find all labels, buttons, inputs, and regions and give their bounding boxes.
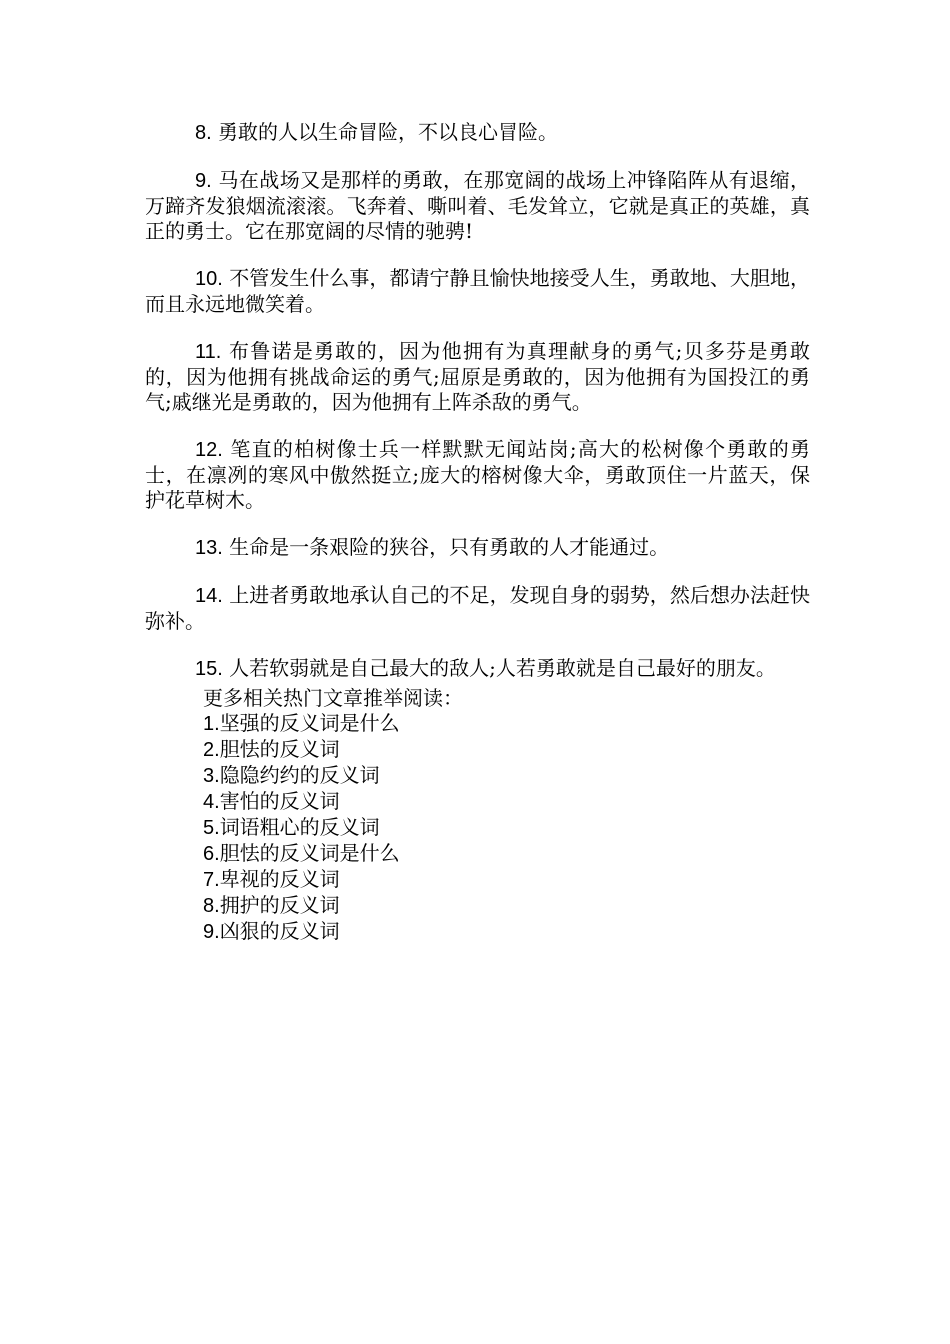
paragraph-number: 10. <box>195 268 223 290</box>
paragraph-15 <box>145 656 810 682</box>
paragraph-number: 15. <box>195 658 223 680</box>
paragraph-text: 人若软弱就是自己最大的敌人;人若勇敢就是自己最好的朋友。 <box>222 656 776 680</box>
list-number: 4. <box>203 791 220 813</box>
related-article-link[interactable] <box>203 763 810 789</box>
related-articles-heading: 更多相关热门文章推举阅读： <box>203 686 463 710</box>
list-number: 5. <box>203 817 220 839</box>
paragraph-text: 生命是一条艰险的狭谷，只有勇敢的人才能通过。 <box>222 535 670 559</box>
link-text: 卑视的反义词 <box>219 867 340 891</box>
related-article-link[interactable] <box>203 815 810 841</box>
related-articles <box>145 686 810 945</box>
related-article-link[interactable] <box>203 867 810 893</box>
related-article-link[interactable] <box>203 841 810 867</box>
paragraph-text: 笔直的柏树像士兵一样默默无闻站岗;高大的松树像个勇敢的勇士，在凛冽的寒风中傲然挺立;庞大的榕树像大伞，勇敢顶住一片蓝天，保护花草树木。 <box>145 437 810 512</box>
list-number: 8. <box>203 895 220 917</box>
list-number: 1. <box>203 713 220 735</box>
paragraph-8 <box>145 120 810 146</box>
related-article-link[interactable] <box>203 893 810 919</box>
paragraph-12 <box>145 437 810 513</box>
link-text: 胆怯的反义词 <box>219 737 340 761</box>
list-number: 2. <box>203 739 220 761</box>
paragraph-number: 13. <box>195 537 223 559</box>
link-text: 胆怯的反义词是什么 <box>219 841 400 865</box>
paragraph-text: 上进者勇敢地承认自己的不足，发现自身的弱势，然后想办法赶快弥补。 <box>145 583 810 633</box>
related-article-link[interactable] <box>203 737 810 763</box>
list-number: 7. <box>203 869 220 891</box>
paragraph-text: 布鲁诺是勇敢的，因为他拥有为真理献身的勇气;贝多芬是勇敢的，因为他拥有挑战命运的勇气;屈原是勇敢的，因为他拥有为国投江的勇气;戚继光是勇敢的，因为他拥有上阵杀敌的勇气。 <box>145 339 810 414</box>
paragraph-number: 8. <box>195 122 212 144</box>
paragraph-text: 马在战场又是那样的勇敢，在那宽阔的战场上冲锋陷阵从有退缩，万蹄齐发狼烟流滚滚。飞奔着、嘶叫着、毛发耸立，它就是真正的英雄，真正的勇士。它在那宽阔的尽情的驰骋! <box>145 168 810 243</box>
list-number: 3. <box>203 765 220 787</box>
paragraph-14 <box>145 583 810 634</box>
paragraph-10 <box>145 266 810 317</box>
related-article-link[interactable] <box>203 789 810 815</box>
paragraph-9 <box>145 168 810 244</box>
related-article-link[interactable] <box>203 711 810 737</box>
list-number: 6. <box>203 843 220 865</box>
link-text: 词语粗心的反义词 <box>219 815 380 839</box>
link-text: 害怕的反义词 <box>219 789 340 813</box>
paragraph-number: 9. <box>195 170 212 192</box>
paragraph-number: 14. <box>195 585 223 607</box>
related-article-link[interactable] <box>203 919 810 945</box>
paragraph-text: 勇敢的人以生命冒险，不以良心冒险。 <box>211 120 559 144</box>
document-body <box>145 120 810 945</box>
link-text: 隐隐约约的反义词 <box>219 763 380 787</box>
link-text: 拥护的反义词 <box>219 893 340 917</box>
paragraph-number: 12. <box>195 439 223 461</box>
link-text: 凶狠的反义词 <box>219 919 340 943</box>
paragraph-text: 不管发生什么事，都请宁静且愉快地接受人生，勇敢地、大胆地，而且永远地微笑着。 <box>145 266 810 316</box>
paragraph-11 <box>145 339 810 415</box>
link-text: 坚强的反义词是什么 <box>219 711 400 735</box>
paragraph-number: 11. <box>195 341 222 363</box>
related-articles-list <box>203 711 810 945</box>
paragraph-13 <box>145 535 810 561</box>
list-number: 9. <box>203 921 220 943</box>
